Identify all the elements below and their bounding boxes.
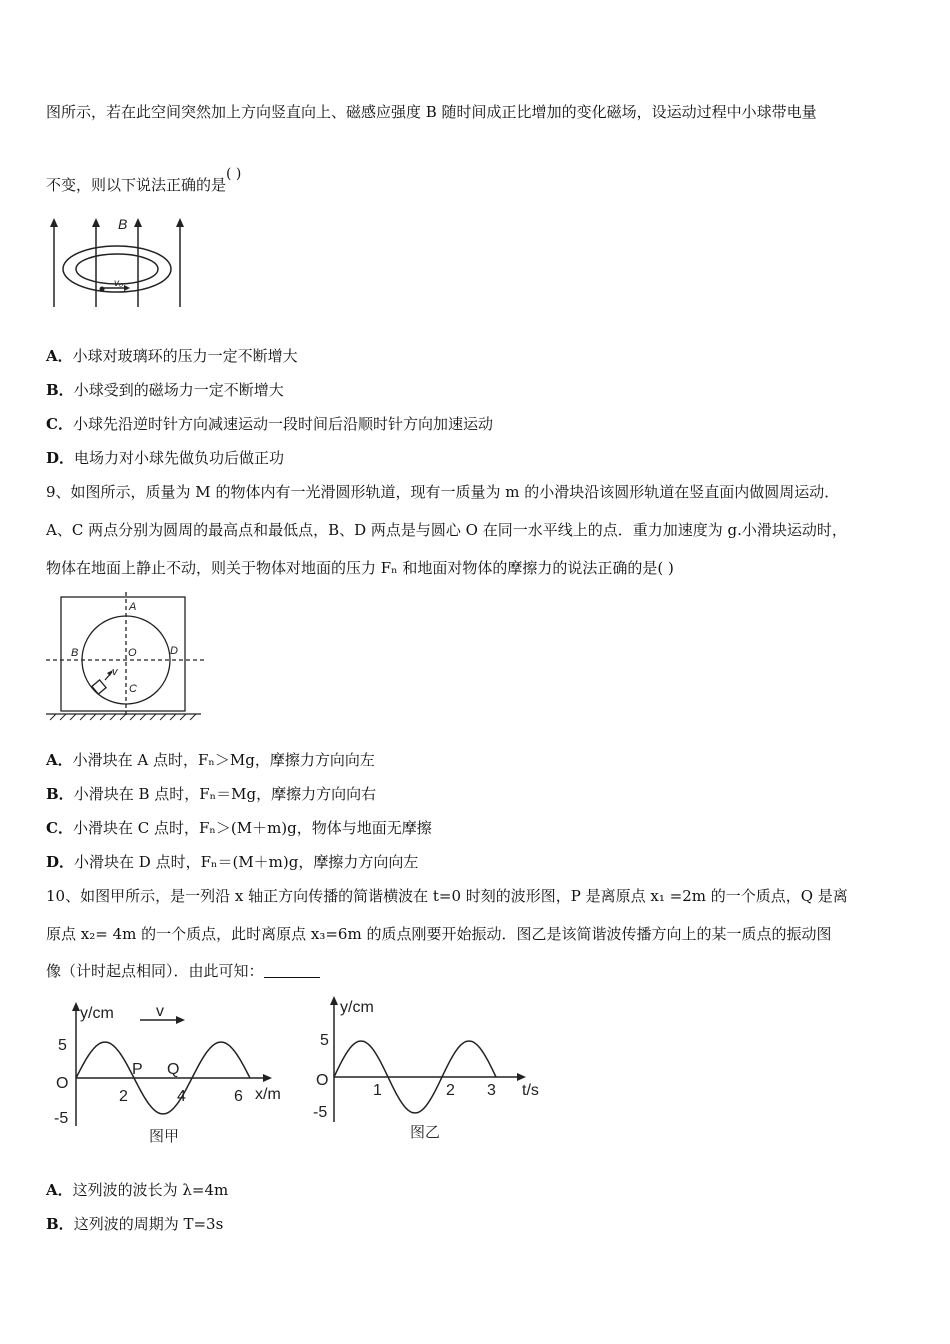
p-label: P xyxy=(132,1061,143,1078)
option-text: 小球先沿逆时针方向减速运动一段时间后沿顺时针方向加速运动 xyxy=(72,415,493,433)
option-key: C． xyxy=(46,415,73,433)
q9-option-b[interactable] xyxy=(46,784,376,804)
q10-option-a[interactable] xyxy=(46,1180,228,1200)
q10-option-b[interactable] xyxy=(46,1214,223,1234)
option-text: 电场力对小球先做负功后做正功 xyxy=(74,449,285,467)
wave-graph-jia xyxy=(46,998,296,1148)
label-o: O xyxy=(128,647,137,659)
q8-intro-line1: 图所示，若在此空间突然加上方向竖直向上、磁感应强度 B 随时间成正比增加的变化磁场，设运动过程中小球带电量 xyxy=(46,103,817,121)
option-key: A． xyxy=(46,1181,73,1199)
label-b: B xyxy=(71,647,79,659)
q9-line3: 物体在地面上静止不动，则关于物体对地面的压力 Fₙ 和地面对物体的摩擦力的说法正确的是( ) xyxy=(46,559,674,577)
q9-option-a[interactable] xyxy=(46,750,375,770)
label-v: v xyxy=(112,666,118,678)
option-text: 这列波的波长为 λ=4m xyxy=(72,1181,229,1199)
block-m xyxy=(61,597,185,711)
option-key: A． xyxy=(46,347,73,365)
q9-line1: 9、如图所示，质量为 M 的物体内有一光滑圆形轨道，现有一质量为 m 的小滑块沿该圆形轨道在竖直面内做圆周运动． xyxy=(46,483,840,501)
option-text: 小滑块在 C 点时，Fₙ＞(M＋m)g，物体与地面无摩擦 xyxy=(72,819,432,837)
q-label: Q xyxy=(167,1061,180,1078)
q10-line2: 原点 x₂= 4m 的一个质点，此时离原点 x₃=6m 的质点刚要开始振动．图乙是该简谐波传播方向上的某一质点的振动图 xyxy=(46,925,832,943)
option-key: D． xyxy=(46,853,75,871)
q9-line2: A、C 两点分别为圆周的最高点和最低点，B、D 两点是与圆心 O 在同一水平线上的点．重力加速度为 g.小滑块运动时， xyxy=(46,521,847,539)
q8-intro-line2-text: 不变，则以下说法正确的是 xyxy=(46,176,227,194)
vibration-graph-yi xyxy=(310,992,560,1142)
caption-yi: 图乙 xyxy=(410,1124,441,1141)
y-tick-5: 5 xyxy=(320,1032,329,1049)
q10-line3 xyxy=(46,961,320,981)
origin-label: O xyxy=(56,1075,69,1092)
option-text: 这列波的周期为 T=3s xyxy=(73,1215,224,1233)
circular-track-figure xyxy=(46,592,206,722)
option-text: 小滑块在 B 点时，Fₙ＝Mg，摩擦力方向向右 xyxy=(73,785,377,803)
label-a: A xyxy=(129,601,137,613)
x-label: x/m xyxy=(255,1086,281,1103)
option-text: 小球受到的磁场力一定不断增大 xyxy=(73,381,284,399)
t-label: t/s xyxy=(522,1082,539,1099)
y-label: y/cm xyxy=(80,1005,114,1022)
magnetic-ring-figure xyxy=(46,212,196,312)
label-c: C xyxy=(129,683,137,695)
q9-option-d[interactable] xyxy=(46,852,418,872)
q10-line1: 10、如图甲所示，是一列沿 x 轴正方向传播的简谐横波在 t=0 时刻的波形图，P 是离原点 x₁ =2m 的一个质点，Q 是离 xyxy=(46,887,848,905)
option-text: 小滑块在 A 点时，Fₙ＞Mg，摩擦力方向向左 xyxy=(72,751,375,769)
option-text: 小球对玻璃环的压力一定不断增大 xyxy=(72,347,298,365)
t-tick-2: 2 xyxy=(446,1082,455,1099)
option-key: D． xyxy=(46,449,75,467)
x-tick-6: 6 xyxy=(234,1088,243,1105)
answer-paren: ( ) xyxy=(226,166,242,182)
y-tick-neg5: -5 xyxy=(54,1110,69,1127)
option-key: B． xyxy=(46,381,74,399)
y-tick-neg5: -5 xyxy=(313,1104,328,1121)
y-label: y/cm xyxy=(340,999,374,1016)
slider-block xyxy=(92,680,106,694)
q9-option-c[interactable] xyxy=(46,818,432,838)
x-tick-2: 2 xyxy=(119,1088,128,1105)
q8-intro-line2 xyxy=(46,164,241,195)
y-tick-5: 5 xyxy=(58,1037,67,1054)
answer-blank[interactable] xyxy=(264,963,320,978)
option-key: B． xyxy=(46,785,74,803)
q8-option-c[interactable] xyxy=(46,414,493,434)
q8-option-d[interactable] xyxy=(46,448,284,468)
t-tick-3: 3 xyxy=(487,1082,496,1099)
label-b: B xyxy=(118,216,128,232)
q8-option-b[interactable] xyxy=(46,380,284,400)
small-ball xyxy=(100,287,105,292)
x-tick-4: 4 xyxy=(177,1088,186,1105)
label-v0: v₀ xyxy=(114,278,124,289)
option-text: 小滑块在 D 点时，Fₙ＝(M＋m)g，摩擦力方向向左 xyxy=(74,853,419,871)
label-d: D xyxy=(170,645,178,657)
option-key: C． xyxy=(46,819,73,837)
origin-label: O xyxy=(316,1072,329,1089)
option-key: A． xyxy=(46,751,73,769)
q8-option-a[interactable] xyxy=(46,346,298,366)
t-tick-1: 1 xyxy=(373,1082,382,1099)
v-label: v xyxy=(156,1003,164,1020)
option-key: B． xyxy=(46,1215,74,1233)
q10-line3-text: 像（计时起点相同）．由此可知： xyxy=(46,962,264,980)
caption-jia: 图甲 xyxy=(149,1128,180,1145)
